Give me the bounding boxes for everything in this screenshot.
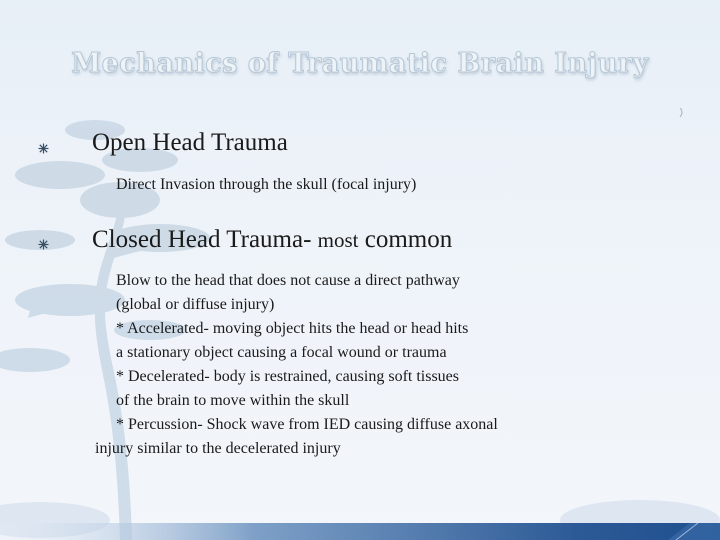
detail-line: * Decelerated- body is restrained, causing soft tissues bbox=[116, 368, 460, 385]
detail-line: * Accelerated- moving object hits the head or head hits bbox=[116, 320, 469, 337]
bullet-icon bbox=[38, 143, 49, 154]
bullet-heading-open-head-trauma: Open Head Trauma bbox=[92, 129, 288, 156]
detail-line: injury similar to the decelerated injury bbox=[95, 440, 341, 457]
detail-line: Blow to the head that does not cause a direct pathway bbox=[116, 272, 460, 289]
bullet-heading-closed-head-trauma bbox=[92, 226, 452, 254]
detail-line: * Percussion- Shock wave from IED causing diffuse axonal bbox=[116, 416, 498, 433]
detail-line: a stationary object causing a focal wound or trauma bbox=[116, 344, 447, 361]
bottom-accent-bar bbox=[0, 523, 720, 540]
detail-line: (global or diffuse injury) bbox=[116, 296, 275, 313]
detail-line: of the brain to move within the skull bbox=[116, 392, 350, 409]
open-head-trauma-detail: Direct Invasion through the skull (focal injury) bbox=[116, 176, 417, 193]
closed-head-trauma-main: Closed Head Trauma- bbox=[92, 226, 318, 253]
closed-head-trauma-most: most bbox=[317, 228, 359, 252]
bullet-icon bbox=[38, 239, 49, 250]
closed-head-trauma-common: common bbox=[358, 226, 453, 253]
title-divider bbox=[82, 108, 686, 118]
slide-title: Mechanics of Traumatic Brain Injury bbox=[71, 48, 649, 79]
